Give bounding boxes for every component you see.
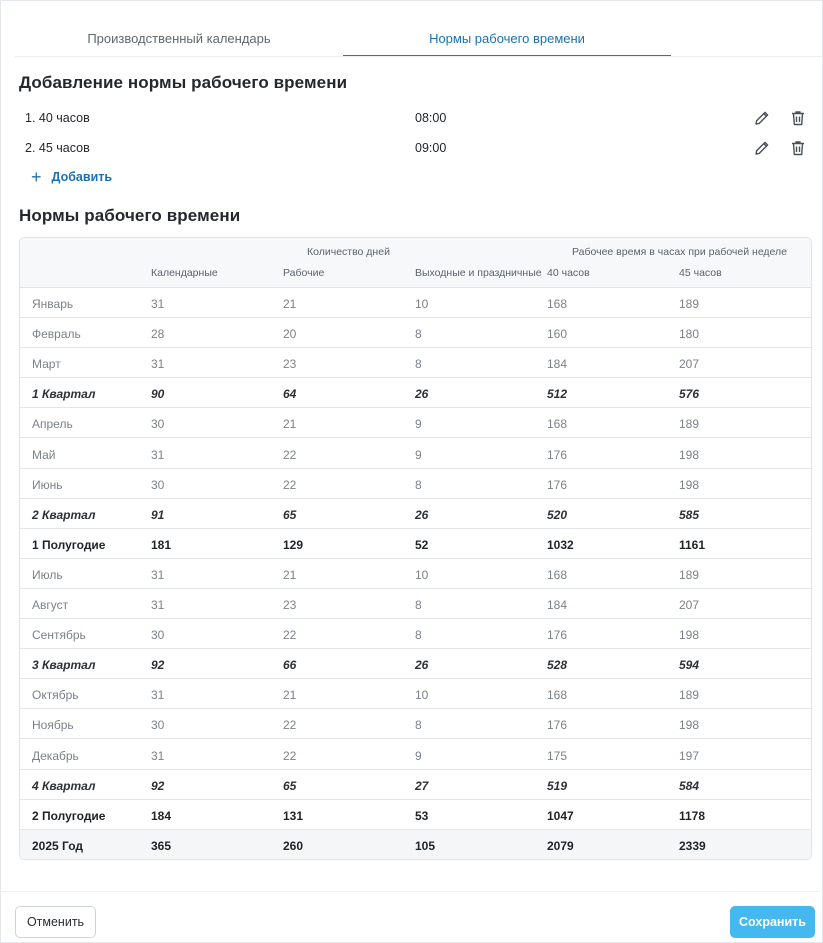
row-period: 3 Квартал (32, 658, 96, 673)
cell-hours-40: 176 (547, 628, 568, 643)
table-row (20, 679, 811, 709)
cell-calendar-days: 31 (151, 748, 165, 763)
cell-working-days: 21 (283, 417, 297, 432)
save-button[interactable]: Сохранить (730, 906, 815, 938)
cell-calendar-days: 31 (151, 688, 165, 703)
table-row (20, 288, 811, 318)
norm-item (25, 137, 810, 161)
cell-calendar-days: 91 (151, 507, 165, 522)
table-row (20, 619, 811, 649)
table-row (20, 770, 811, 800)
table-row (20, 649, 811, 679)
cell-working-days: 260 (283, 838, 304, 853)
row-period: Октябрь (32, 688, 79, 703)
cell-calendar-days: 92 (151, 658, 165, 673)
cell-hours-40: 1032 (547, 537, 574, 552)
cell-hours-40: 175 (547, 748, 568, 763)
cell-hours-40: 160 (547, 327, 568, 342)
cell-hours-40: 528 (547, 658, 568, 673)
row-period: Март (32, 357, 61, 372)
table-row (20, 559, 811, 589)
pencil-icon[interactable] (753, 139, 771, 157)
cell-holidays: 8 (415, 628, 422, 643)
cell-calendar-days: 184 (151, 808, 172, 823)
row-period: Январь (32, 297, 74, 311)
row-period: 1 Полугодие (32, 537, 106, 552)
norm-name: 1. 40 часов (25, 111, 90, 125)
header-col-45h: 45 часов (679, 267, 722, 279)
norm-name: 2. 45 часов (25, 141, 90, 155)
cell-calendar-days: 92 (151, 778, 165, 793)
cell-holidays: 26 (415, 658, 429, 673)
cell-calendar-days: 31 (151, 297, 165, 311)
cell-holidays: 10 (415, 297, 429, 311)
header-group-hours: Рабочее время в часах при рабочей неделе (572, 246, 788, 258)
norms-table (19, 237, 812, 860)
table-row (20, 529, 811, 559)
cell-hours-45: 189 (679, 567, 700, 582)
cell-hours-40: 168 (547, 688, 568, 703)
cell-working-days: 22 (283, 628, 297, 643)
cell-hours-40: 1047 (547, 808, 574, 823)
cell-holidays: 10 (415, 688, 429, 703)
cell-holidays: 26 (415, 387, 429, 402)
cell-working-days: 65 (283, 778, 297, 793)
table-row (20, 348, 811, 378)
cell-working-days: 22 (283, 447, 297, 462)
cell-hours-40: 519 (547, 778, 568, 793)
table-row (20, 469, 811, 499)
cell-calendar-days: 365 (151, 838, 172, 853)
norms-table-title: Нормы рабочего времени (19, 206, 241, 225)
cell-holidays: 8 (415, 598, 422, 612)
cell-hours-45: 585 (679, 507, 700, 522)
cell-holidays: 8 (415, 357, 422, 372)
table-row (20, 709, 811, 739)
cell-holidays: 27 (415, 778, 429, 793)
table-row (20, 499, 811, 529)
cell-holidays: 8 (415, 327, 422, 342)
cell-hours-45: 207 (679, 598, 700, 612)
cell-working-days: 23 (283, 598, 297, 612)
cell-hours-45: 1161 (679, 537, 706, 552)
cell-calendar-days: 31 (151, 567, 165, 582)
cell-hours-40: 512 (547, 387, 568, 402)
cell-hours-45: 198 (679, 718, 700, 733)
tab-bar (15, 25, 671, 57)
cell-calendar-days: 30 (151, 628, 165, 643)
footer-divider (1, 891, 823, 892)
cell-holidays: 9 (415, 417, 422, 432)
cell-working-days: 129 (283, 537, 304, 552)
cell-calendar-days: 30 (151, 417, 165, 432)
cell-holidays: 53 (415, 808, 429, 823)
cell-working-days: 21 (283, 688, 297, 703)
cell-hours-45: 207 (679, 357, 700, 372)
cell-holidays: 8 (415, 477, 422, 492)
row-period: Февраль (32, 327, 81, 342)
norm-time: 09:00 (415, 141, 447, 155)
row-period: Ноябрь (32, 718, 74, 733)
cell-hours-45: 189 (679, 297, 700, 311)
table-row (20, 830, 811, 860)
table-row (20, 740, 811, 770)
cell-hours-45: 576 (679, 387, 700, 402)
cell-working-days: 21 (283, 297, 297, 311)
row-period: Май (32, 447, 56, 462)
cell-calendar-days: 181 (151, 537, 172, 552)
add-norm-label: Добавить (51, 170, 113, 184)
cell-holidays: 26 (415, 507, 429, 522)
cell-hours-40: 168 (547, 567, 568, 582)
cell-hours-45: 189 (679, 417, 700, 432)
cell-hours-40: 176 (547, 718, 568, 733)
header-col-calendar: Календарные (151, 267, 218, 279)
cell-holidays: 8 (415, 718, 422, 733)
cell-working-days: 64 (283, 387, 297, 402)
cell-calendar-days: 30 (151, 718, 165, 733)
cell-calendar-days: 28 (151, 327, 165, 342)
cell-working-days: 22 (283, 718, 297, 733)
row-period: Апрель (32, 417, 73, 432)
cell-holidays: 52 (415, 537, 429, 552)
trash-icon[interactable] (789, 139, 807, 157)
row-period: 2025 Год (32, 838, 84, 853)
row-period: 4 Квартал (32, 778, 96, 793)
cell-holidays: 9 (415, 447, 422, 462)
table-row (20, 408, 811, 438)
cell-hours-45: 197 (679, 748, 700, 763)
table-header (20, 238, 811, 288)
cell-hours-40: 184 (547, 598, 568, 612)
row-period: 2 Квартал (32, 507, 96, 522)
cell-calendar-days: 31 (151, 598, 165, 612)
cell-calendar-days: 31 (151, 357, 165, 372)
row-period: Декабрь (32, 748, 79, 763)
cell-hours-45: 594 (679, 658, 700, 673)
pencil-icon[interactable] (753, 109, 771, 127)
cell-hours-45: 180 (679, 327, 700, 342)
table-row (20, 589, 811, 619)
table-row (20, 800, 811, 830)
cell-hours-40: 168 (547, 297, 568, 311)
add-norm-button[interactable] (31, 167, 113, 187)
header-group-days: Количество дней (307, 246, 390, 258)
cell-hours-45: 1178 (679, 808, 706, 823)
row-period: Сентябрь (32, 628, 86, 643)
norm-item (25, 107, 810, 131)
cell-hours-45: 2339 (679, 838, 706, 853)
cell-working-days: 20 (283, 327, 297, 342)
cell-hours-40: 176 (547, 477, 568, 492)
cell-working-days: 21 (283, 567, 297, 582)
norm-time: 08:00 (415, 111, 447, 125)
table-row (20, 439, 811, 469)
header-col-40h: 40 часов (547, 267, 590, 279)
header-col-holidays: Выходные и праздничные (415, 267, 542, 279)
cancel-button[interactable]: Отменить (15, 906, 96, 938)
cell-calendar-days: 30 (151, 477, 165, 492)
row-period: Июль (32, 567, 63, 582)
cell-working-days: 66 (283, 658, 297, 673)
row-period: 2 Полугодие (32, 808, 106, 823)
cell-hours-40: 168 (547, 417, 568, 432)
add-norm-title: Добавление нормы рабочего времени (19, 73, 348, 92)
cell-holidays: 9 (415, 748, 422, 763)
tab-production-calendar[interactable]: Производственный календарь (87, 31, 271, 46)
row-period: Июнь (32, 477, 63, 492)
cell-working-days: 65 (283, 507, 297, 522)
cell-working-days: 23 (283, 357, 297, 372)
cell-calendar-days: 90 (151, 387, 165, 402)
cell-hours-40: 184 (547, 357, 568, 372)
table-row (20, 378, 811, 408)
cell-calendar-days: 31 (151, 447, 165, 462)
cell-working-days: 22 (283, 477, 297, 492)
trash-icon[interactable] (789, 109, 807, 127)
header-col-working: Рабочие (283, 267, 325, 279)
cell-hours-45: 198 (679, 628, 700, 643)
tab-divider (15, 56, 823, 57)
cell-holidays: 10 (415, 567, 429, 582)
table-row (20, 318, 811, 348)
tab-working-time-norms[interactable]: Нормы рабочего времени (343, 25, 671, 57)
cell-hours-40: 520 (547, 507, 568, 522)
cell-hours-45: 198 (679, 447, 700, 462)
cell-hours-45: 198 (679, 477, 700, 492)
cell-hours-45: 584 (679, 778, 700, 793)
cell-working-days: 22 (283, 748, 297, 763)
row-period: 1 Квартал (32, 387, 96, 402)
cell-holidays: 105 (415, 838, 436, 853)
cell-working-days: 131 (283, 808, 304, 823)
cell-hours-45: 189 (679, 688, 700, 703)
cell-hours-40: 2079 (547, 838, 574, 853)
row-period: Август (32, 598, 69, 612)
plus-icon: + (31, 167, 42, 187)
cell-hours-40: 176 (547, 447, 568, 462)
